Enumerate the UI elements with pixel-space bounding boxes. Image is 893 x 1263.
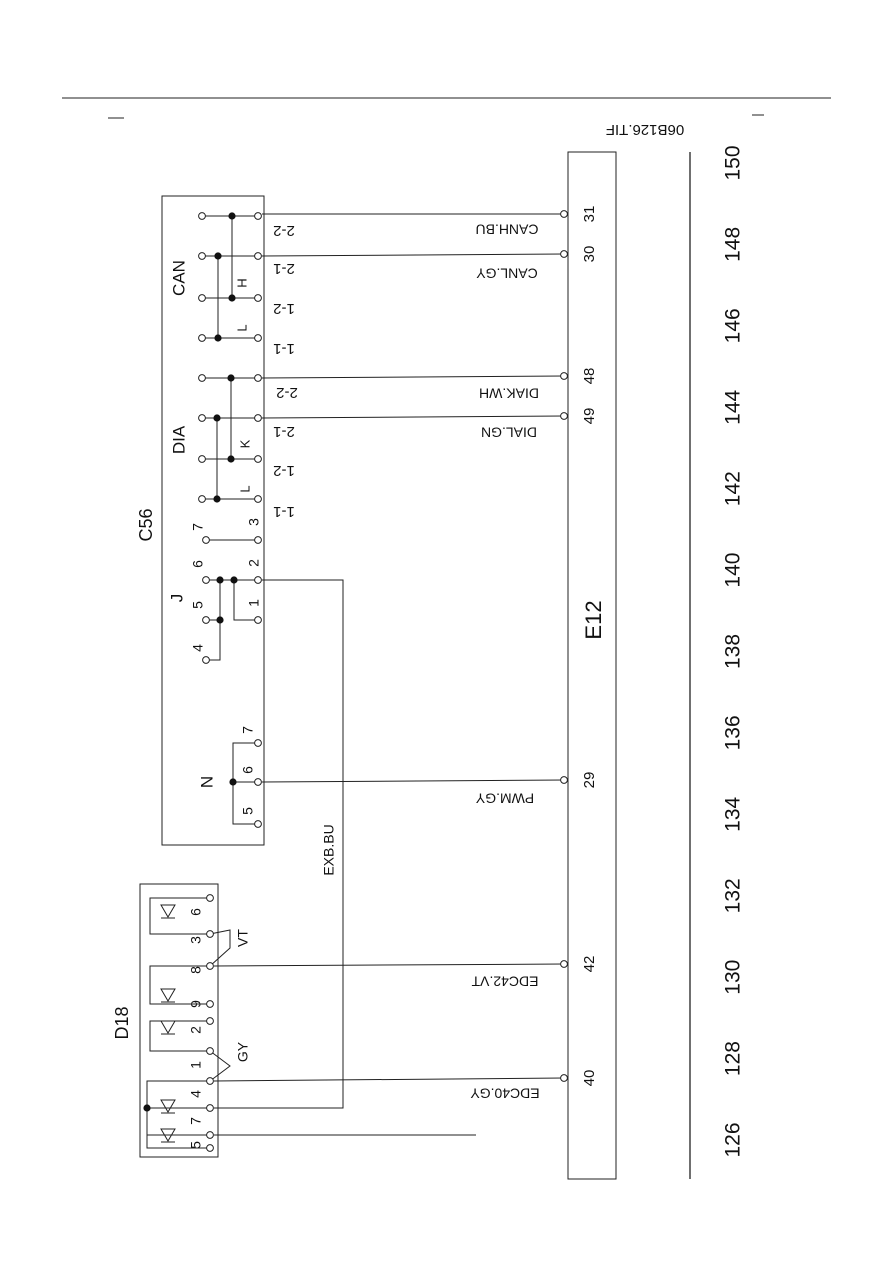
wire-pwm-label: PWM.GY	[475, 790, 535, 807]
j-pin-7: 7	[189, 523, 206, 531]
dia-pin-2-2: 2-2	[276, 384, 298, 402]
splice-dot	[214, 252, 221, 259]
splice-dot	[228, 294, 235, 301]
wire-edc40-label: EDC40.GY	[470, 1085, 540, 1102]
c56-n-label: N	[197, 775, 217, 789]
d18-pin-3: 3	[187, 936, 204, 944]
d18-pin-4: 4	[187, 1090, 204, 1098]
d18-pin-1: 1	[187, 1061, 204, 1069]
file-name: 06B126.TIF	[605, 121, 685, 139]
dia-bus-k-label: K	[237, 439, 253, 449]
d18-pin-6: 6	[187, 908, 204, 916]
c56-dia-label: DIA	[169, 425, 189, 455]
wire-diak-label: DIAK.WH	[479, 385, 539, 402]
splice-dot	[216, 576, 223, 583]
wire-dial-label: DIAL.GN	[480, 424, 538, 441]
dia-pin-1-2: 1-2	[273, 462, 295, 480]
ruler-label: 144	[721, 389, 745, 425]
d18-pin-7: 7	[187, 1117, 204, 1125]
j-pin-2: 2	[245, 559, 262, 567]
ruler-label: 150	[721, 145, 745, 181]
can-pin-2-1: 2-1	[273, 260, 295, 278]
ruler-label: 148	[721, 226, 745, 262]
can-pin-1-2: 1-2	[273, 300, 295, 318]
splice-dot	[227, 374, 234, 381]
c56-j-label: J	[167, 593, 187, 603]
splice-dot	[230, 576, 237, 583]
ruler-label: 130	[721, 959, 745, 995]
n-pin-5: 5	[239, 807, 256, 815]
ruler-label: 136	[721, 715, 745, 751]
ruler-label: 126	[721, 1122, 745, 1158]
wire-edc42-label: EDC42.VT	[471, 973, 539, 990]
dia-pin-1-1: 1-1	[273, 503, 295, 521]
wire-edc40	[214, 1078, 564, 1081]
d18-pin-5: 5	[187, 1141, 204, 1149]
e12-pin-31: 31	[580, 205, 598, 223]
e12-pin-40: 40	[580, 1069, 598, 1087]
j-pin-3: 3	[245, 518, 262, 526]
j-pin-6: 6	[189, 560, 206, 568]
wire-exb-label: EXB.BU	[320, 824, 337, 876]
wire-pwm	[262, 780, 564, 782]
j-pin-5: 5	[189, 601, 206, 609]
dia-pin-2-1: 2-1	[273, 423, 295, 441]
ruler-label: 140	[721, 552, 745, 588]
n-pin-6: 6	[239, 766, 256, 774]
j-link-5-4	[206, 620, 220, 660]
c56-label: C56	[135, 508, 156, 542]
ruler-label: 132	[721, 878, 745, 914]
splice-dot	[213, 414, 220, 421]
c56-can-label: CAN	[169, 260, 189, 296]
splice-dot	[227, 455, 234, 462]
can-bus-h-label: H	[234, 278, 250, 288]
ruler-label: 142	[721, 471, 745, 507]
wire-canl-label: CANL.GY	[476, 265, 538, 282]
d18-gy-jumper	[210, 1051, 230, 1081]
wire-canl	[262, 254, 564, 256]
ruler-label: 128	[721, 1041, 745, 1077]
wire-diak	[262, 376, 564, 378]
ruler-label: 138	[721, 633, 745, 670]
d18-vt-label: VT	[234, 929, 251, 947]
wire-dial	[262, 416, 564, 418]
e12-pin-29: 29	[580, 771, 598, 789]
splice-dot	[229, 778, 236, 785]
dia-bus-l-label: L	[237, 485, 253, 493]
d18-gy-label: GY	[234, 1041, 251, 1063]
e12-outline	[568, 152, 616, 1179]
wire-canh-label: CANH.BU	[475, 221, 539, 238]
n-link-7	[233, 743, 258, 782]
can-pin-2-2: 2-2	[273, 222, 295, 240]
wire-edc42	[214, 964, 564, 966]
e12-label: E12	[580, 600, 606, 640]
e12-pin-holes	[561, 211, 568, 1082]
ruler-label: 134	[721, 796, 745, 832]
d18-pin-2: 2	[187, 1026, 204, 1034]
splice-dot	[213, 495, 220, 502]
j-pin-4: 4	[189, 644, 206, 652]
j-pin-1: 1	[245, 599, 262, 607]
d18-pin-9: 9	[187, 1000, 204, 1008]
splice-dot	[216, 616, 223, 623]
n-pin-7: 7	[239, 726, 256, 734]
d18-pin-holes	[207, 895, 214, 1152]
d18-diode-group-2-9	[150, 1021, 210, 1051]
e12-pin-48: 48	[580, 367, 598, 385]
e12-pin-42: 42	[580, 955, 598, 973]
splice-dot	[228, 212, 235, 219]
n-link-5	[233, 782, 258, 824]
d18-label: D18	[111, 1006, 132, 1040]
e12-pin-49: 49	[580, 407, 598, 425]
d18-pin-8: 8	[187, 966, 204, 974]
can-bus-l-label: L	[234, 324, 250, 332]
splice-dot	[214, 334, 221, 341]
grid-ruler	[722, 145, 745, 1157]
e12-pin-30: 30	[580, 245, 598, 263]
ruler-label: 146	[721, 308, 745, 344]
can-pin-1-1: 1-1	[273, 340, 295, 358]
